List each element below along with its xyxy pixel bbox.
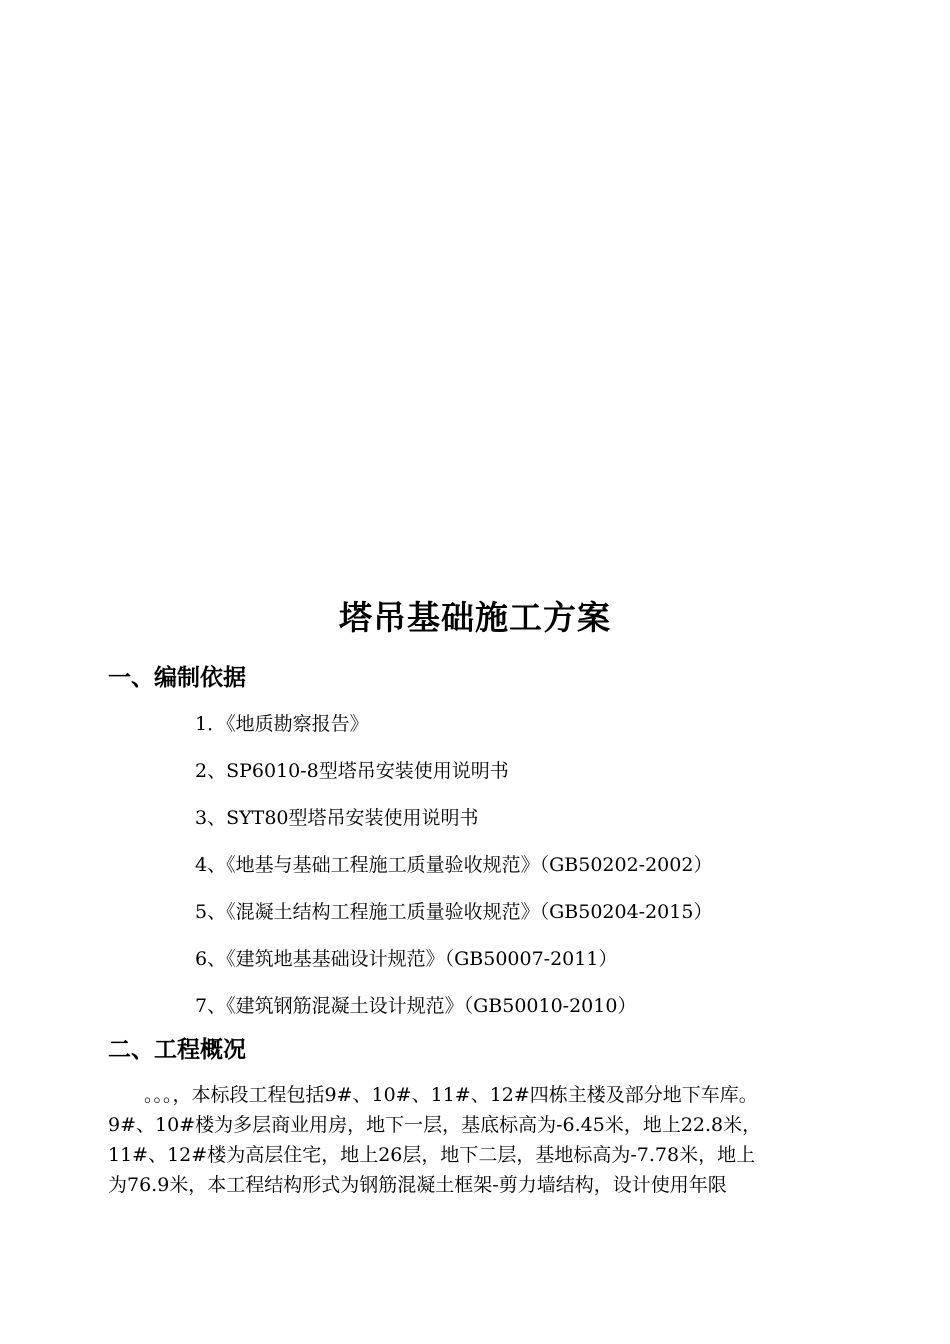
section-heading-overview: 二、工程概况 <box>108 1037 246 1063</box>
reference-item-7: 7、《建筑钢筋混凝土设计规范》（GB50010-2010） <box>195 995 637 1017</box>
overview-line-3: 11#、12#楼为高层住宅，地上26层，地下二层，基地标高为-7.78米，地上 <box>108 1144 756 1166</box>
overview-line-1: 。。。，本标段工程包括9#、10#、11#、12#四栋主楼及部分地下车库。 <box>144 1084 758 1106</box>
reference-item-3: 3、SYT80型塔吊安装使用说明书 <box>195 807 479 829</box>
reference-item-5: 5、《混凝土结构工程施工质量验收规范》（GB50204-2015） <box>195 901 713 923</box>
overview-line-2: 9#、10#楼为多层商业用房，地下一层，基底标高为-6.45米，地上22.8米， <box>108 1114 762 1136</box>
reference-item-2: 2、SP6010-8型塔吊安装使用说明书 <box>195 760 509 782</box>
reference-item-4: 4、《地基与基础工程施工质量验收规范》（GB50202-2002） <box>195 854 713 876</box>
reference-item-6: 6、《建筑地基基础设计规范》（GB50007-2011） <box>195 948 618 970</box>
reference-item-1: 1．《地质勘察报告》 <box>195 713 369 735</box>
overview-paragraph <box>108 1080 868 1200</box>
reference-list <box>195 707 712 1036</box>
section-heading-basis: 一、编制依据 <box>108 665 246 691</box>
overview-line-4: 为76.9米，本工程结构形式为钢筋混凝土框架-剪力墙结构，设计使用年限 <box>108 1174 727 1196</box>
document-title: 塔吊基础施工方案 <box>339 598 611 637</box>
